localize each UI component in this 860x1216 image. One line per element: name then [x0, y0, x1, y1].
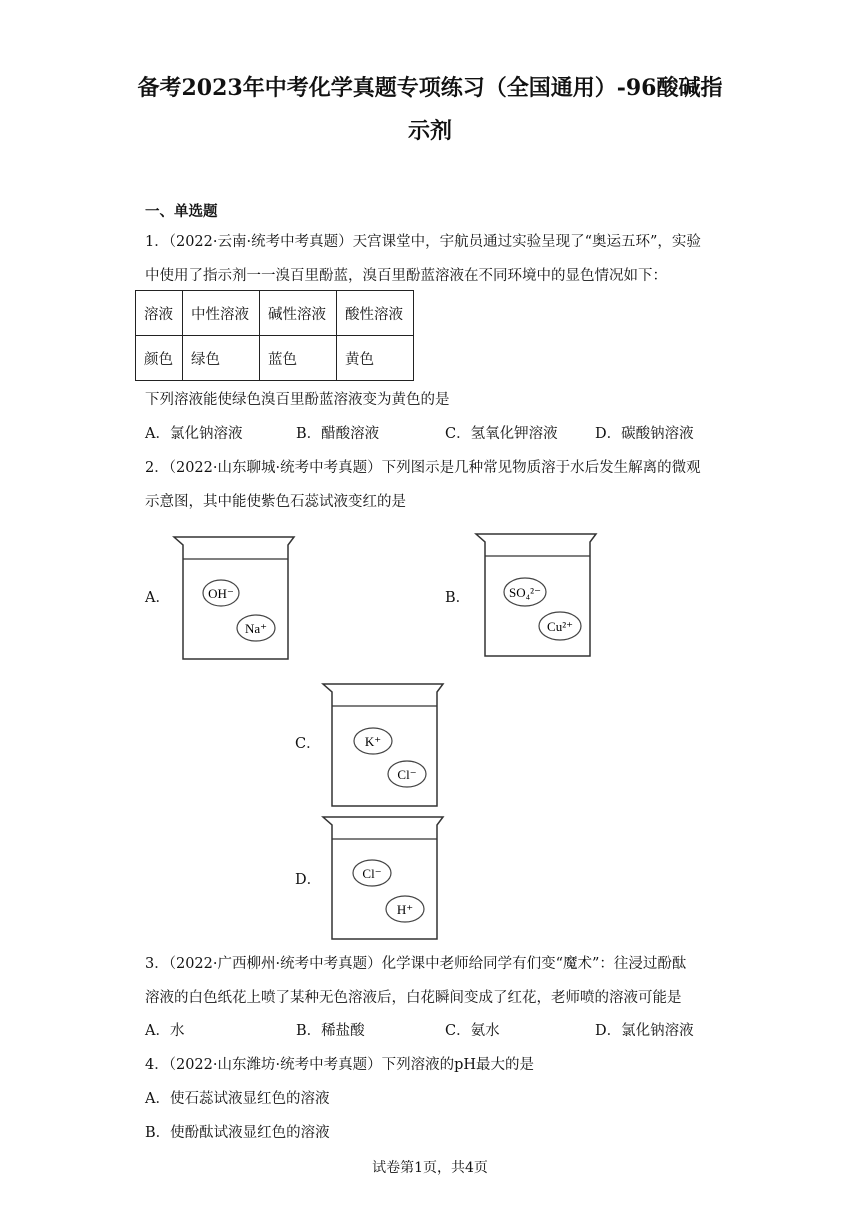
q1-option-c[interactable]: C．氢氧化钾溶液	[445, 426, 558, 442]
ion-label-h: H⁺	[396, 902, 414, 917]
q3-line1: 3．（2022·广西柳州·统考中考真题）化学课中老师给同学有们变“魔术”：往浸过酚酞	[145, 956, 687, 972]
q2-option-c-label[interactable]: C．	[295, 736, 321, 752]
q2-line2: 示意图，其中能使紫色石蕊试液变红的是	[145, 494, 406, 510]
section-heading: 一、单选题	[145, 203, 218, 220]
q4-line1: 4．（2022·山东潍坊·统考中考真题）下列溶液的pH最大的是	[145, 1057, 535, 1073]
ion-label-cl: Cl⁻	[362, 866, 382, 881]
q3-option-a[interactable]: A．水	[145, 1023, 185, 1039]
table-cell: 黄色	[337, 336, 414, 381]
ion-label-na: Na⁺	[244, 621, 268, 636]
q2-option-d-label[interactable]: D．	[295, 872, 322, 888]
q1-line3: 下列溶液能使绿色溴百里酚蓝溶液变为黄色的是	[145, 392, 450, 408]
indicator-color-table	[135, 290, 414, 381]
doc-title-line1: 备考2023年中考化学真题专项练习（全国通用）-96酸碱指	[137, 75, 723, 101]
table-cell: 酸性溶液	[337, 291, 414, 336]
table-cell: 碱性溶液	[260, 291, 337, 336]
beaker-a-diagram	[170, 535, 300, 663]
ion-label-cl: Cl⁻	[397, 767, 417, 782]
table-cell: 中性溶液	[183, 291, 260, 336]
page-footer: 试卷第1页，共4页	[372, 1160, 488, 1176]
q2-line1: 2．（2022·山东聊城·统考中考真题）下列图示是几种常见物质溶于水后发生解离的微观	[145, 460, 701, 476]
q3-option-c[interactable]: C．氨水	[445, 1023, 500, 1039]
q4-option-b[interactable]: B．使酚酞试液显红色的溶液	[145, 1125, 330, 1141]
q1-line2: 中使用了指示剂一一溴百里酚蓝，溴百里酚蓝溶液在不同环境中的显色情况如下：	[145, 268, 667, 284]
q3-line2: 溶液的白色纸花上喷了某种无色溶液后，白花瞬间变成了红花，老师喷的溶液可能是	[145, 990, 682, 1006]
q3-option-d[interactable]: D．氯化钠溶液	[595, 1023, 694, 1039]
table-row	[136, 291, 414, 336]
beaker-outline	[323, 684, 443, 806]
doc-title-line2: 示剂	[407, 118, 452, 144]
table-cell: 溶液	[136, 291, 183, 336]
table-cell: 颜色	[136, 336, 183, 381]
beaker-outline	[323, 817, 443, 939]
q2-option-a-label[interactable]: A．	[145, 590, 170, 606]
ion-label-k: K⁺	[364, 734, 382, 749]
q4-option-a[interactable]: A．使石蕊试液显红色的溶液	[145, 1091, 330, 1107]
beaker-outline	[174, 537, 294, 659]
beaker-b-diagram	[472, 532, 602, 660]
q1-line1: 1．（2022·云南·统考中考真题）天宫课堂中，宇航员通过实验呈现了“奥运五环”，实验	[145, 234, 701, 250]
beaker-c-diagram	[319, 682, 449, 810]
table-cell: 蓝色	[260, 336, 337, 381]
q1-option-a[interactable]: A．氯化钠溶液	[145, 426, 243, 442]
beaker-d-diagram	[319, 815, 449, 943]
q1-option-d[interactable]: D．碳酸钠溶液	[595, 426, 694, 442]
ion-label-cu: Cu²⁺	[547, 619, 573, 634]
q2-option-b-label[interactable]: B．	[445, 590, 471, 606]
ion-label-so4: SO₄²⁻	[509, 585, 541, 600]
q3-option-b[interactable]: B．稀盐酸	[296, 1023, 365, 1039]
table-row	[136, 336, 414, 381]
table-cell: 绿色	[183, 336, 260, 381]
q1-option-b[interactable]: B．醋酸溶液	[296, 426, 380, 442]
ion-label-oh: OH⁻	[208, 586, 234, 601]
